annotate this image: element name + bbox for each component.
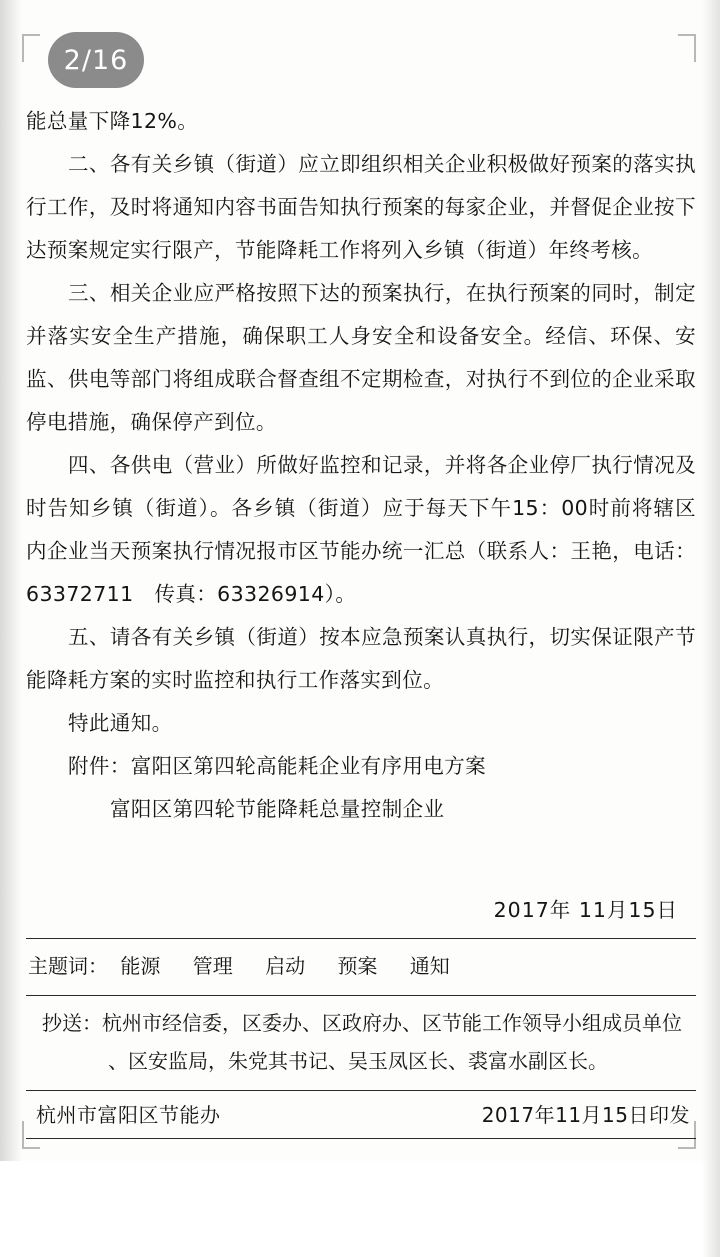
paragraph-item-three: 三、相关企业应严格按照下达的预案执行，在执行预案的同时，制定并落实安全生产措施，确保职工人身安全和设备安全。经信、环保、安监、供电等部门将组成联合督查组不定期检查，对执行不到位的企业采取停电措施，确保停产到位。 (26, 281, 696, 434)
keywords-label: 主题词： (28, 954, 108, 978)
paragraph-item-four: 四、各供电（营业）所做好监控和记录，并将各企业停厂执行情况及时告知乡镇（街道）。各乡镇（街道）应于每天下午15：00时前将辖区内企业当天预案执行情况报市区节能办统一汇总（联系人：王艳，电话：63372711 传真：63326914）。 (26, 453, 696, 606)
paragraph-item-five: 五、请各有关乡镇（街道）按本应急预案认真执行，切实保证限产节能降耗方案的实时监控和执行工作落实到位。 (26, 625, 696, 692)
crop-mark-top-left (22, 34, 40, 62)
keyword-3: 启动 (265, 954, 306, 978)
cc-text: 杭州市经信委，区委办、区政府办、区节能工作领导小组成员单位 (102, 1011, 682, 1035)
footer-issuer-row (26, 1091, 696, 1138)
attachment-line-two (26, 788, 696, 831)
paragraph-continuation: 能总量下降12%。 (26, 109, 199, 133)
cc-text-continuation: 、区安监局，朱党其书记、吴玉凤区长、裘富水副区长。 (108, 1049, 608, 1073)
attachment-item-2: 富阳区第四轮节能降耗总量控制企业 (110, 797, 445, 821)
issuer-name: 杭州市富阳区节能办 (36, 1103, 221, 1127)
page-bottom-margin (0, 1161, 720, 1257)
crop-mark-top-right (678, 34, 696, 62)
page-indicator-badge: 2/16 (48, 32, 144, 88)
keyword-2: 管理 (192, 954, 233, 978)
footer-keywords-row (26, 939, 696, 995)
document-footer (26, 938, 696, 1139)
keyword-1: 能源 (120, 954, 161, 978)
keyword-5: 通知 (409, 954, 450, 978)
document-date: 2017年 11月15日 (493, 898, 678, 922)
keyword-4: 预案 (337, 954, 378, 978)
footer-cc-row (26, 996, 696, 1090)
cc-label: 抄送： (42, 1011, 102, 1035)
paragraph-notice-closing: 特此通知。 (68, 711, 173, 735)
document-body (26, 100, 696, 932)
footer-divider-bottom (26, 1138, 696, 1139)
print-date: 2017年11月15日印发 (481, 1103, 690, 1127)
paragraph-item-two: 二、各有关乡镇（街道）应立即组织相关企业积极做好预案的落实执行工作，及时将通知内容书面告知执行预案的每家企业，并督促企业按下达预案规定实行限产，节能降耗工作将列入乡镇（街道）年终考核。 (26, 152, 696, 262)
attachment-item-1: 富阳区第四轮高能耗企业有序用电方案 (130, 754, 487, 778)
attachment-line-one (26, 745, 696, 788)
attachment-label: 附件： (68, 754, 131, 778)
